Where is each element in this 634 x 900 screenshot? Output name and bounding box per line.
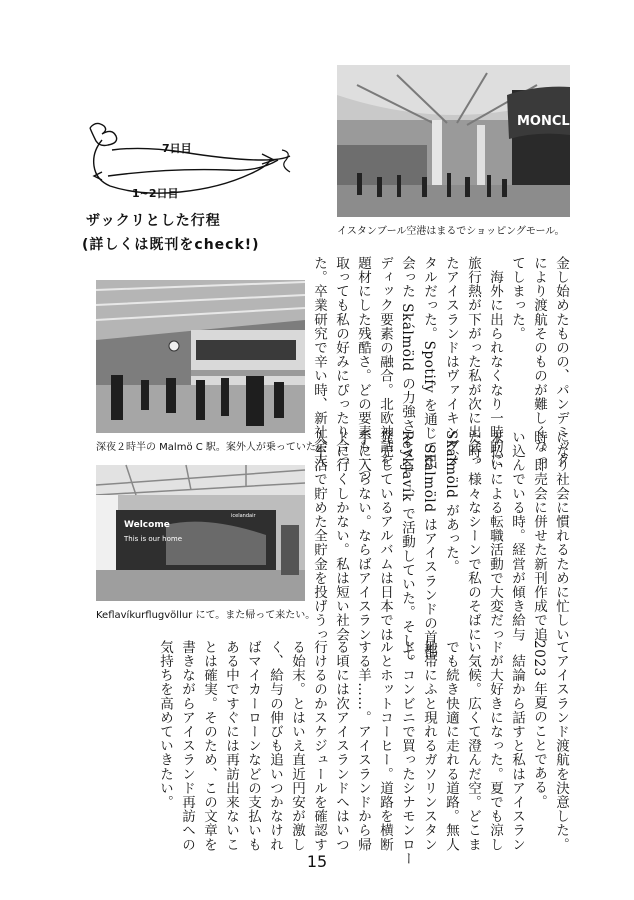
route-sketch — [72, 110, 312, 260]
itinerary-title: ザックリとした行程 — [86, 213, 221, 229]
text-line: 気持ちを高めていきたい。 — [157, 640, 173, 810]
keflavik-airport-photo — [96, 465, 305, 601]
text-line: ばマイカーローンなどの支払いも — [245, 640, 261, 852]
malmo-station-photo — [96, 280, 305, 433]
billboard-subtitle: This is our home — [124, 535, 183, 543]
text-line: ドに行くしかない。私は短い社会 — [333, 430, 349, 642]
text-line: 行けるのかスケジュールを確認す — [311, 640, 327, 852]
text-line: 未払いによる転職活動で大変だっ — [487, 430, 503, 642]
text-line: タルだった。Spotify を通じて出 — [421, 256, 437, 469]
moncler-sign: MONCLE — [517, 114, 579, 129]
text-line: でも続き快適に走れる道路。無人 — [443, 640, 459, 852]
day1-2-label: 1~2日目 — [132, 187, 179, 200]
text-line: てアイスランド渡航を決意した。 — [553, 640, 569, 852]
text-line: 発売しているアルバムは日本では — [377, 430, 393, 642]
text-line: ルとホットコーヒー。道路を横断 — [377, 640, 393, 852]
text-line: とは確実。そのため、この文章を — [201, 640, 217, 852]
text-line: 取っても私の好みにぴったり合っ — [333, 256, 349, 468]
itinerary-note: (詳しくは既刊をcheck!) — [82, 237, 260, 253]
malmo-caption: 深夜２時半の Malmö C 駅。案外人が乗っていた。 — [96, 442, 326, 453]
text-line: 書きながらアイスランド再訪への — [179, 640, 195, 852]
text-line: たアイスランドはヴァイキングメ — [443, 256, 459, 468]
billboard-brand: icelandair — [231, 513, 256, 519]
text-line: Reykjavík で活動していた。そして — [399, 430, 415, 662]
text-line: 旅行熱が下がった私が次に出会っ — [465, 256, 481, 468]
text-line: 人生活で貯めた全貯金を投げうっ — [311, 430, 327, 642]
istanbul-airport-photo — [337, 65, 579, 217]
text-line: 時。即売会に併せた新刊作成で追 — [531, 430, 547, 642]
text-line: 海外に出られなくなり一時的に — [487, 256, 503, 468]
text-line: ド。コンビニで買ったシナモンロー — [399, 640, 415, 866]
text-line: する羊……。アイスランドから帰 — [355, 640, 371, 852]
text-line: る始末。とはいえ直近円安が激し — [289, 640, 305, 852]
text-line: た時。様々なシーンで私のそばに — [465, 430, 481, 642]
text-line: Skálmöld があった。 — [443, 430, 459, 574]
text-line: になり社会に慣れるために忙しい — [553, 430, 569, 642]
body-text-block-1 — [308, 256, 572, 482]
text-line: 2023 年夏のことである。 — [531, 640, 547, 809]
text-line: Skálmöld はアイスランドの首都 — [421, 430, 437, 659]
text-line: い気候。広くて澄んだ空。どこま — [465, 640, 481, 852]
text-line: ある中ですぐには再訪出来ないこ — [223, 640, 239, 852]
text-line: た。卒業研究で辛い時、新社会人 — [311, 256, 327, 468]
day7-label: 7日目 — [162, 142, 192, 155]
text-line: る頃には次アイスランドへはいつ — [333, 640, 349, 852]
text-line: 会った Skálmöld の力強さとメロ — [399, 256, 415, 476]
text-line: 結論から話すと私はアイスラン — [509, 640, 525, 852]
text-line: ディック要素の融合。北欧神話を — [377, 256, 393, 468]
page-number: 15 — [306, 852, 328, 871]
keflavik-caption: Keflavíkurflugvöllur にて。また帰って来たい。 — [96, 610, 316, 621]
text-line: 金し始めたものの、パンデミック — [553, 256, 569, 468]
text-line: く、給与の伸びも追いつかなけれ — [267, 640, 283, 852]
text-line: 手に入らない。ならばアイスラン — [355, 430, 371, 642]
istanbul-caption: イスタンブール空港はまるでショッピングモール。 — [337, 226, 565, 237]
text-line: い込んでいる時。経営が傾き給与 — [509, 430, 525, 642]
text-line: てしまった。 — [509, 256, 525, 341]
text-line: 地帯にふと現れるガソリンスタン — [421, 640, 437, 852]
billboard-welcome: Welcome — [124, 520, 170, 530]
text-line: ドが大好きになった。夏でも涼し — [487, 640, 503, 852]
text-line: により渡航そのものが難しくなっ — [531, 256, 547, 468]
body-text-block-2 — [308, 430, 572, 662]
text-line: 題材にした残酷さ。どの要素も一つ — [355, 256, 371, 482]
